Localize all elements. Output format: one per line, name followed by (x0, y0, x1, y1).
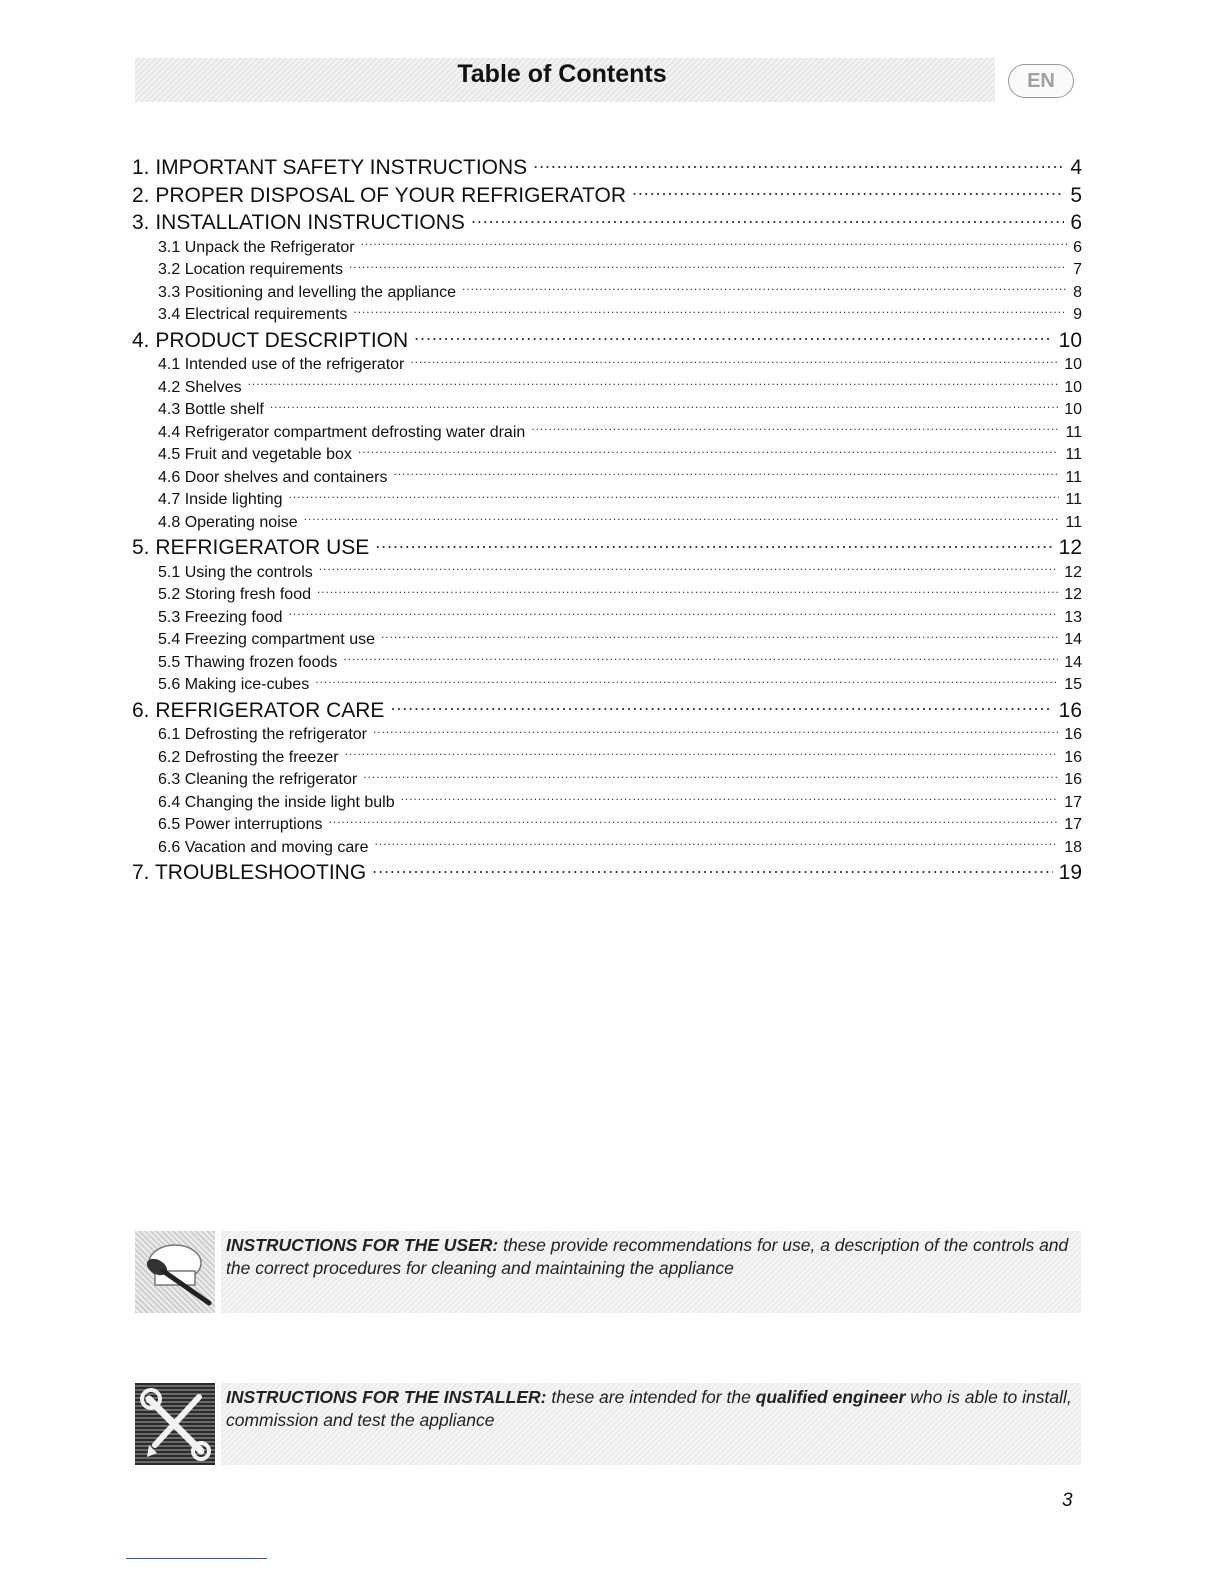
toc-page-number: 10 (1064, 356, 1082, 373)
toc-page-number: 4 (1070, 156, 1082, 179)
toc-entry-label: 3. INSTALLATION INSTRUCTIONS (132, 211, 465, 234)
toc-section-row[interactable] (132, 208, 1082, 236)
toc-page-number: 5 (1070, 183, 1082, 207)
toc-dot-leader (471, 208, 1064, 229)
toc-page-number: 11 (1065, 468, 1082, 486)
toc-page-number: 14 (1064, 631, 1082, 648)
toc-dot-leader (373, 723, 1058, 739)
toc-page-number: 7 (1073, 261, 1082, 278)
toc-dot-leader (390, 696, 1052, 717)
toc-page-number: 12 (1058, 536, 1082, 559)
installer-instructions-lead: INSTRUCTIONS FOR THE INSTALLER: (226, 1387, 547, 1407)
toc-page-number: 19 (1058, 861, 1082, 884)
toc-dot-leader (358, 443, 1059, 459)
toc-page-number: 17 (1064, 793, 1082, 811)
toc-page-number: 14 (1064, 653, 1082, 671)
toc-subsection-row[interactable] (132, 791, 1082, 814)
toc-dot-leader (414, 326, 1052, 347)
toc-subsection-row[interactable] (132, 651, 1082, 674)
toc-page-number: 16 (1064, 726, 1082, 743)
toc-entry-label: 5.2 Storing fresh food (158, 586, 311, 603)
toc-subsection-row[interactable] (132, 673, 1082, 696)
toc-subsection-row[interactable] (132, 606, 1082, 629)
toc-entry-label: 6.6 Vacation and moving care (158, 838, 369, 856)
toc-subsection-row[interactable] (132, 376, 1082, 399)
toc-dot-leader (533, 153, 1064, 174)
toc-dot-leader (248, 376, 1059, 392)
toc-dot-leader (345, 746, 1059, 762)
toc-entry-label: 4.3 Bottle shelf (158, 401, 264, 418)
table-of-contents (132, 153, 1082, 886)
toc-page-number: 16 (1058, 698, 1082, 722)
toc-entry-label: 6.4 Changing the inside light bulb (158, 793, 395, 811)
toc-dot-leader (410, 353, 1058, 369)
toc-page-number: 11 (1065, 423, 1082, 441)
toc-page-number: 11 (1065, 446, 1082, 463)
toc-page-number: 12 (1064, 586, 1082, 603)
toc-entry-label: 3.4 Electrical requirements (158, 306, 348, 323)
footer-link-underline (126, 1558, 267, 1559)
toc-entry-label: 5.5 Thawing frozen foods (158, 653, 338, 671)
toc-dot-leader (315, 673, 1058, 689)
toc-entry-label: 4.8 Operating noise (158, 513, 298, 531)
toc-subsection-row[interactable] (132, 583, 1082, 606)
toc-entry-label: 5.3 Freezing food (158, 608, 283, 626)
toc-page-number: 10 (1064, 401, 1082, 418)
toc-page-number: 11 (1065, 513, 1082, 531)
installer-instructions-emphasis: qualified engineer (755, 1387, 906, 1407)
toc-page-number: 8 (1073, 283, 1082, 301)
installer-instructions-body-start: these are intended for the (546, 1387, 756, 1407)
toc-section-row[interactable] (132, 326, 1082, 354)
toc-entry-label: 6.2 Defrosting the freezer (158, 748, 339, 766)
toc-entry-label: 5. REFRIGERATOR USE (132, 536, 370, 559)
spoon-chef-hat-icon (135, 1231, 215, 1313)
toc-dot-leader (632, 181, 1064, 202)
toc-section-row[interactable] (132, 858, 1082, 886)
toc-page-number: 13 (1064, 608, 1082, 626)
toc-dot-leader (289, 606, 1059, 622)
toc-subsection-row[interactable] (132, 466, 1082, 489)
toc-page-number: 10 (1058, 328, 1082, 352)
user-instructions-lead: INSTRUCTIONS FOR THE USER: (226, 1235, 499, 1255)
toc-entry-label: 4.7 Inside lighting (158, 491, 283, 508)
toc-dot-leader (270, 398, 1058, 414)
toc-page-number: 6 (1070, 211, 1082, 234)
toc-entry-label: 4.6 Door shelves and containers (158, 468, 388, 486)
toc-entry-label: 1. IMPORTANT SAFETY INSTRUCTIONS (132, 156, 528, 179)
toc-subsection-row[interactable] (132, 768, 1082, 791)
toc-dot-leader (393, 466, 1059, 482)
toc-subsection-row[interactable] (132, 813, 1082, 836)
toc-page-number: 15 (1064, 676, 1082, 693)
toc-entry-label: 3.3 Positioning and levelling the appliance (158, 283, 456, 301)
toc-subsection-row[interactable] (132, 236, 1082, 259)
toc-subsection-row[interactable] (132, 488, 1082, 511)
toc-dot-leader (381, 628, 1058, 644)
toc-entry-label: 6. REFRIGERATOR CARE (132, 698, 385, 722)
toc-page-number: 18 (1064, 838, 1082, 856)
toc-dot-leader (304, 511, 1060, 527)
toc-page-number: 9 (1073, 306, 1082, 323)
toc-dot-leader (375, 533, 1052, 554)
toc-dot-leader (329, 813, 1059, 829)
toc-entry-label: 5.4 Freezing compartment use (158, 631, 375, 648)
toc-subsection-row[interactable] (132, 398, 1082, 421)
toc-subsection-row[interactable] (132, 281, 1082, 304)
toc-dot-leader (289, 488, 1060, 504)
toc-subsection-row[interactable] (132, 746, 1082, 769)
toc-page-number: 6 (1073, 238, 1082, 256)
toc-dot-leader (462, 281, 1067, 297)
toc-page-number: 10 (1064, 378, 1082, 396)
installer-instructions-text (226, 1386, 1086, 1431)
toc-subsection-row[interactable] (132, 353, 1082, 376)
toc-dot-leader (349, 258, 1067, 274)
toc-dot-leader (372, 858, 1052, 879)
installer-instructions-body-end: who is able to install, commission and test the appliance (226, 1387, 1072, 1430)
toc-section-row[interactable] (132, 696, 1082, 724)
toc-entry-label: 2. PROPER DISPOSAL OF YOUR REFRIGERATOR (132, 183, 626, 207)
toc-entry-label: 4. PRODUCT DESCRIPTION (132, 328, 409, 352)
toc-subsection-row[interactable] (132, 561, 1082, 584)
toc-section-row[interactable] (132, 181, 1082, 209)
toc-entry-label: 3.1 Unpack the Refrigerator (158, 238, 355, 256)
tools-icon (135, 1383, 215, 1465)
toc-dot-leader (375, 836, 1059, 852)
installer-instructions-block (135, 1383, 1081, 1465)
toc-dot-leader (361, 236, 1068, 252)
page-number: 3 (1062, 1490, 1073, 1511)
toc-page-number: 12 (1064, 563, 1082, 581)
toc-section-row[interactable] (132, 533, 1082, 561)
toc-entry-label: 4.4 Refrigerator compartment defrosting water drain (158, 423, 526, 441)
toc-page-number: 17 (1064, 816, 1082, 833)
toc-dot-leader (401, 791, 1059, 807)
toc-subsection-row[interactable] (132, 836, 1082, 859)
toc-page-number: 16 (1064, 771, 1082, 788)
toc-dot-leader (531, 421, 1059, 437)
toc-subsection-row[interactable] (132, 421, 1082, 444)
toc-dot-leader (317, 583, 1058, 599)
toc-entry-label: 5.6 Making ice-cubes (158, 676, 310, 693)
toc-entry-label: 4.1 Intended use of the refrigerator (158, 356, 405, 373)
toc-dot-leader (319, 561, 1058, 577)
toc-page-number: 11 (1065, 491, 1082, 508)
toc-entry-label: 6.3 Cleaning the refrigerator (158, 771, 358, 788)
toc-entry-label: 5.1 Using the controls (158, 563, 313, 581)
toc-dot-leader (353, 303, 1067, 319)
toc-subsection-row[interactable] (132, 628, 1082, 651)
toc-entry-label: 7. TROUBLESHOOTING (132, 861, 367, 884)
toc-subsection-row[interactable] (132, 258, 1082, 281)
user-instructions-text (226, 1234, 1086, 1279)
user-instructions-body: these provide recommendations for use, a description of the controls and the correct procedures for cleaning and maintaining the appliance (226, 1235, 1069, 1278)
toc-subsection-row[interactable] (132, 511, 1082, 534)
toc-entry-label: 4.5 Fruit and vegetable box (158, 446, 352, 463)
toc-entry-label: 4.2 Shelves (158, 378, 242, 396)
toc-entry-label: 6.5 Power interruptions (158, 816, 323, 833)
toc-page-number: 16 (1064, 748, 1082, 766)
toc-dot-leader (343, 651, 1058, 667)
toc-entry-label: 3.2 Location requirements (158, 261, 343, 278)
toc-subsection-row[interactable] (132, 303, 1082, 326)
user-instructions-block (135, 1231, 1081, 1313)
toc-subsection-row[interactable] (132, 723, 1082, 746)
toc-subsection-row[interactable] (132, 443, 1082, 466)
toc-entry-label: 6.1 Defrosting the refrigerator (158, 726, 367, 743)
page-title: Table of Contents (457, 60, 667, 88)
toc-section-row[interactable] (132, 153, 1082, 181)
language-badge: EN (1008, 64, 1074, 98)
toc-dot-leader (363, 768, 1058, 784)
